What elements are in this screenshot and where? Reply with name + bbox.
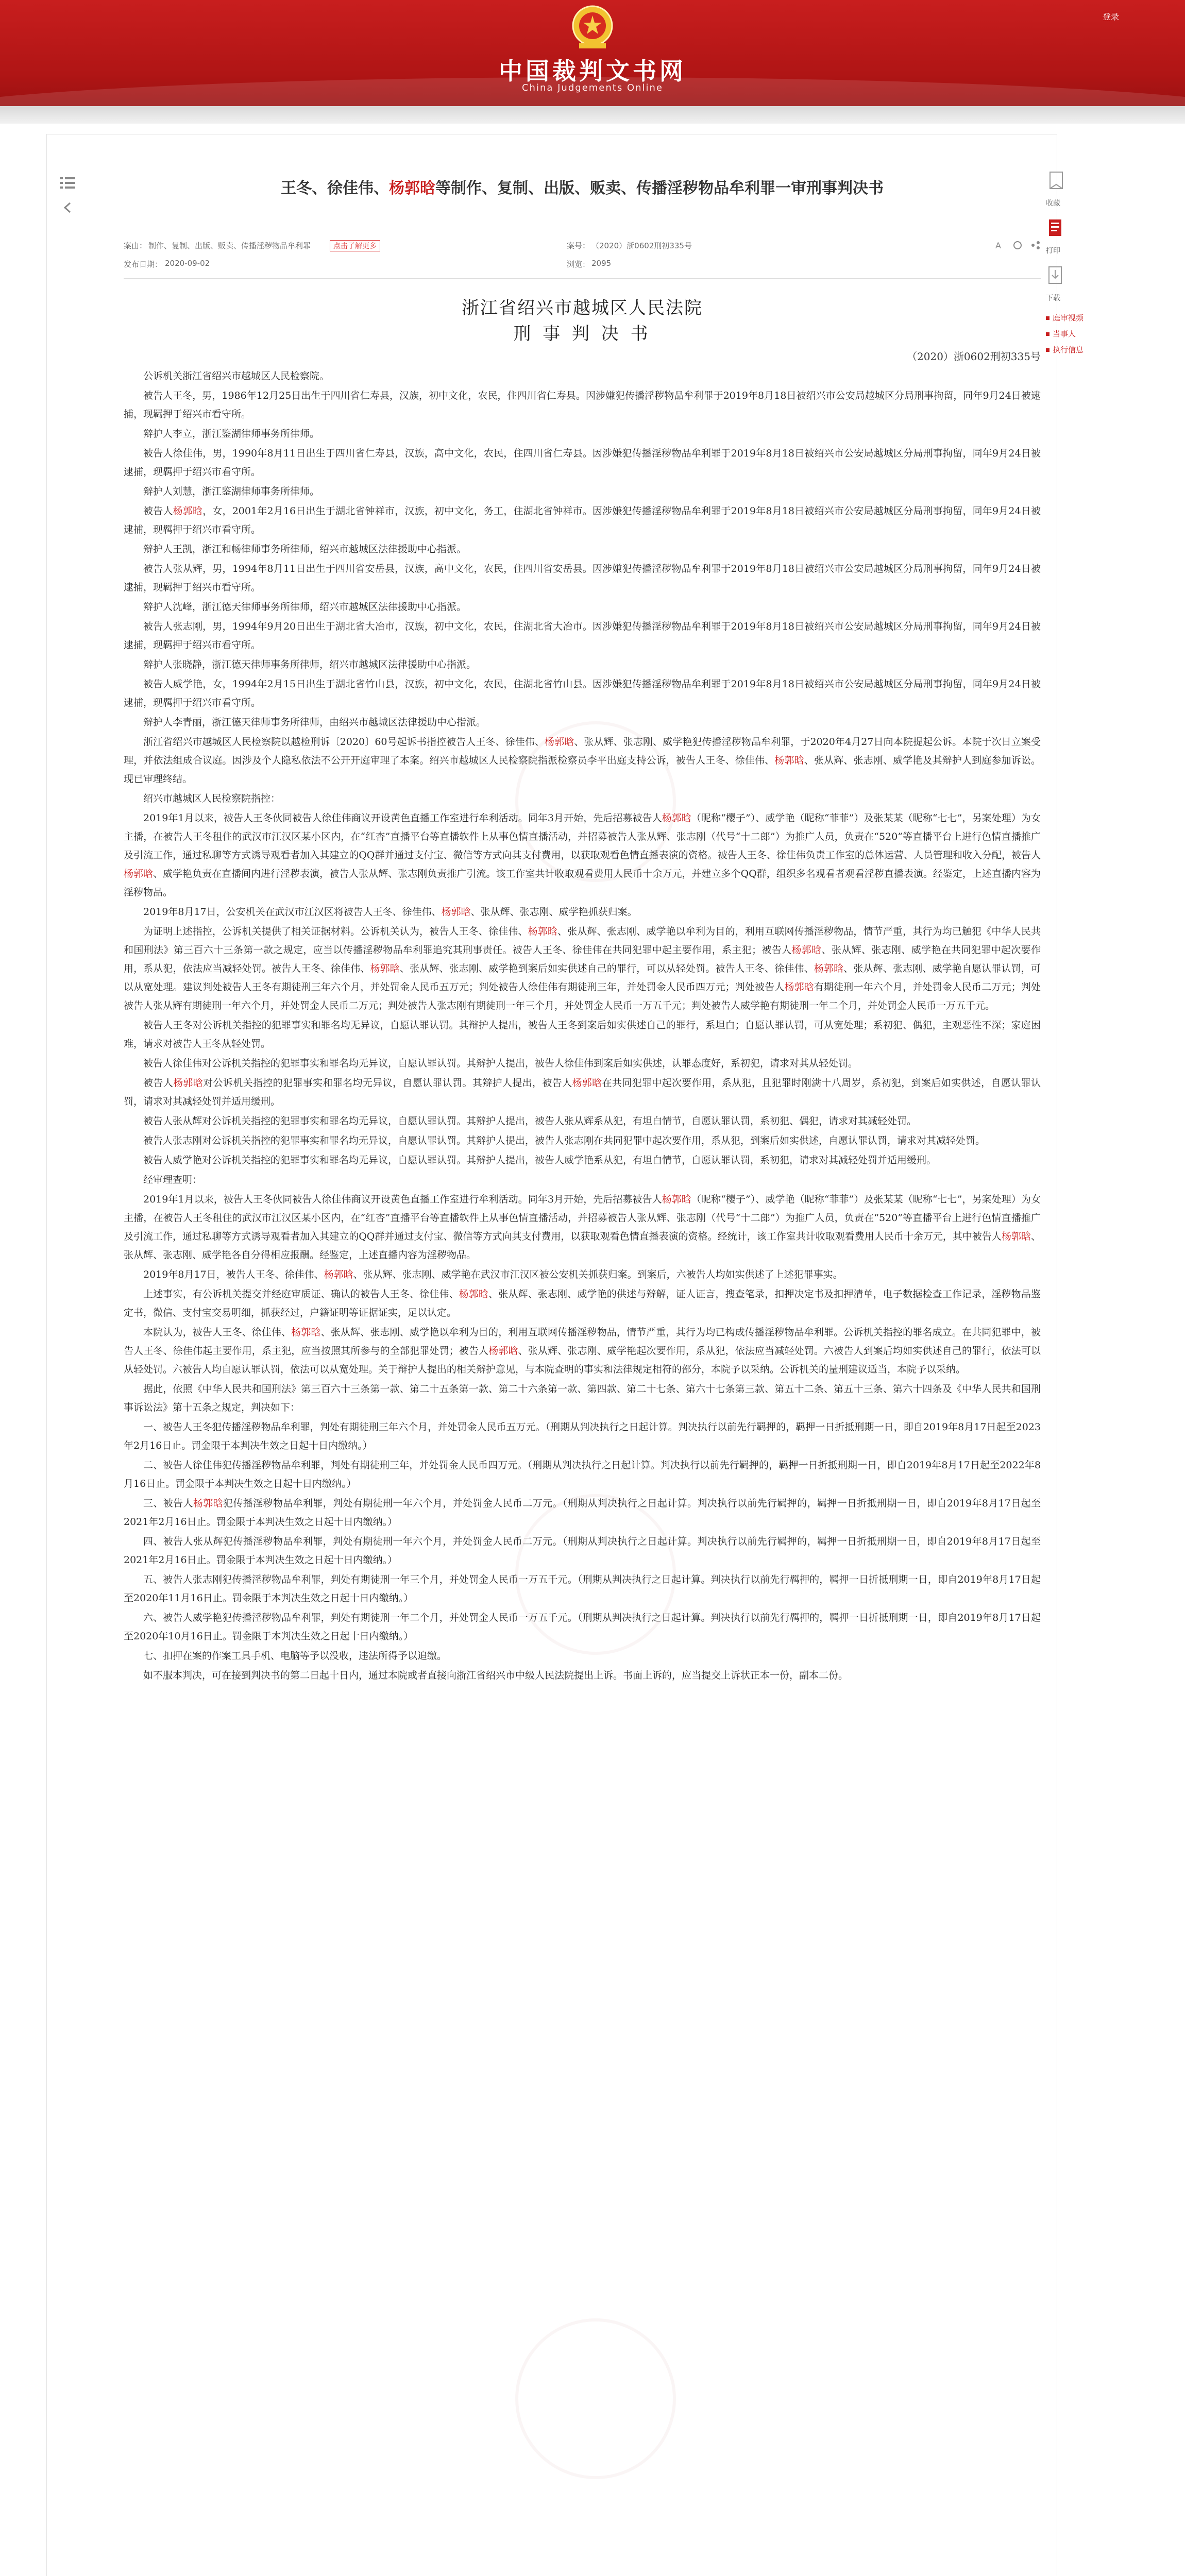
judgment-paragraph: 被告人张从辉对公诉机关指控的犯罪事实和罪名均无异议，自愿认罪认罚。其辩护人提出，被告人张从辉系从犯，有坦白情节，自愿认罪认罚，系初犯、偶犯，请求对其减轻处罚。 <box>143 1115 917 1127</box>
highlighted-defendant-name: 杨郭晗 <box>774 755 804 766</box>
rail-label-print[interactable]: 打印 <box>1046 247 1060 255</box>
judgment-paragraph: 被告人王冬，男，1986年12月25日出生于四川省仁寿县，汉族，初中文化，农民，住四川省仁寿县。因涉嫌犯传播淫秽物品牟利罪于2019年8月18日被绍兴市公安局越城区分局刑事拘留，同年9月24日被逮捕，现羁押于绍兴市看守所。 <box>124 390 1041 420</box>
rail-link-trial-video[interactable] <box>1046 312 1108 323</box>
document-type: 刑 事 判 决 书 <box>513 324 651 344</box>
judgment-paragraph: 被告人张志刚对公诉机关指控的犯罪事实和罪名均无异议，自愿认罪认罚。其辩护人提出，被告人张志刚在共同犯罪中起次要作用，系从犯，到案后如实供述，自愿认罪认罚，请求对其减轻处罚。 <box>143 1135 986 1146</box>
more-info-badge[interactable]: 点击了解更多 <box>330 240 380 251</box>
meta-divider <box>124 278 1041 279</box>
meta-row-cause <box>124 240 1041 255</box>
judgment-paragraph: 辩护人沈峰，浙江德天律师事务所律师，绍兴市越城区法律援助中心指派。 <box>143 601 467 613</box>
highlighted-defendant-name: 杨郭晗 <box>528 926 558 937</box>
judgment-paragraph: 五、被告人张志刚犯传播淫秽物品牟利罪，判处有期徒刑一年三个月，并处罚金人民币一万五千元。（刑期从判决执行之日起计算。判决执行以前先行羁押的，羁押一日折抵刑期一日，即自2019年8月17日起至2020年11月16日止。罚金限于本判决生效之日起十日内缴纳。） <box>124 1574 1041 1604</box>
highlighted-defendant-name: 杨郭晗 <box>193 1498 223 1509</box>
views-label: 浏览： <box>567 260 590 269</box>
print-icon[interactable] <box>1046 217 1066 240</box>
rail-link-text: 庭审视频 <box>1053 313 1084 323</box>
case-no-value: （2020）浙0602刑初335号 <box>591 241 692 250</box>
judgment-paragraph: 2019年1月以来，被告人王冬伙同被告人徐佳伟商议开设黄色直播工作室进行牟利活动。同年3月开始，先后招募被告人杨郭晗（昵称“樱子”）、威学艳（昵称“菲菲”）及张某某（昵称“七七”，另案处理）为女主播，在被告人王冬租住的武汉市江汉区某小区内，在“红杏”直播平台等直播软件上从事色情直播活动，并招募被告人张从辉、张志刚（代号“十二郎”）为推广人员，负责在“520”等直播平台上进行色情直播推广及引流工作，通过私聊等方式诱导观看者加入其建立的QQ群并通过支付宝、微信等方式向其支付费用，以获取观看色情直播表演的资格。被告人王冬、徐佳伟负责工作室的总体运营、人员管理和收入分配，被告人杨郭晗、威学艳负责在直播间内进行淫秽表演，被告人张从辉、张志刚负责推广引流。该工作室共计收取观看费用人民币十余万元，并建立多个QQ群，组织多名观看者观看淫秽直播表演。经鉴定，上述直播内容为淫秽物品。 <box>124 812 1041 898</box>
highlighted-defendant-name: 杨郭晗 <box>662 812 691 824</box>
login-link[interactable]: 登录 <box>1103 12 1120 22</box>
bullet-icon <box>1046 332 1049 336</box>
judgment-paragraph: 被告人王冬对公诉机关指控的犯罪事实和罪名均无异议，自愿认罪认罚。其辩护人提出，被告人王冬到案后如实供述自己的罪行，系坦白；自愿认罪认罚，可从宽处理；系初犯、偶犯，主观恶性不深；家庭困难，请求对被告人王冬从轻处罚。 <box>124 1020 1041 1049</box>
rail-link-party[interactable] <box>1046 328 1108 339</box>
left-toolbar <box>58 175 83 225</box>
highlighted-defendant-name: 杨郭晗 <box>814 963 844 974</box>
highlighted-defendant-name: 杨郭晗 <box>441 906 471 918</box>
national-emblem-icon <box>562 2 623 52</box>
judgment-paragraph: 浙江省绍兴市越城区人民检察院以越检刑诉〔2020〕60号起诉书指控被告人王冬、徐佳伟、杨郭晗、张从辉、张志刚、威学艳犯传播淫秽物品牟利罪，于2020年4月27日向本院提起公诉。本院于次日立案受理，并依法组成合议庭。因涉及个人隐私依法不公开开庭审理了本案。绍兴市越城区人民检察院指派检察员李平出庭支持公诉，被告人王冬、徐佳伟、杨郭晗、张从辉、张志刚、威学艳及其辩护人到庭参加诉讼。现已审理终结。 <box>124 736 1041 785</box>
rail-label-download[interactable]: 下载 <box>1046 294 1060 302</box>
collapse-icon[interactable] <box>58 200 77 215</box>
judgment-paragraph: 上述事实，有公诉机关提交并经庭审质证、确认的被告人王冬、徐佳伟、杨郭晗、张从辉、张志刚、威学艳的供述与辩解，证人证言，搜查笔录，扣押决定书及扣押清单，电子数据检查工作记录，淫秽物品鉴定书，微信、支付宝交易明细，抓获经过，户籍证明等证据证实，足以认定。 <box>124 1289 1041 1318</box>
judgment-paragraph: 本院认为，被告人王冬、徐佳伟、杨郭晗、张从辉、张志刚、威学艳以牟利为目的，利用互联网传播淫秽物品，情节严重，其行为均已构成传播淫秽物品牟利罪。公诉机关指控的罪名成立。在共同犯罪中，被告人王冬、徐佳伟起主要作用，系主犯，应当按照其所参与的全部犯罪处罚；被告人杨郭晗、张从辉、张志刚、威学艳起次要作用，系从犯，依法应当减轻处罚。六被告人到案后均如实供述自己的罪行，依法可以从轻处罚。六被告人均自愿认罪认罚，依法可以从宽处理。关于辩护人提出的相关辩护意见，与本院查明的事实和法律规定相符的部分，本院予以采纳。公诉机关的量刑建议适当，本院予以采纳。 <box>124 1327 1041 1375</box>
judgment-paragraph: 被告人徐佳伟，男，1990年8月11日出生于四川省仁寿县，汉族，高中文化，农民，住四川省仁寿县。因涉嫌犯传播淫秽物品牟利罪于2019年8月18日被绍兴市公安局越城区分局刑事拘留，同年9月24日被逮捕，现羁押于绍兴市看守所。 <box>124 448 1041 478</box>
bullet-icon <box>1046 316 1049 320</box>
document-title <box>124 175 1041 198</box>
judgment-paragraph: 辩护人张晓静，浙江德天律师事务所律师，绍兴市越城区法律援助中心指派。 <box>143 659 477 670</box>
judgment-paragraph: 公诉机关浙江省绍兴市越城区人民检察院。 <box>143 370 330 382</box>
judgment-paragraph: 四、被告人张从辉犯传播淫秽物品牟利罪，判处有期徒刑一年六个月，并处罚金人民币二万元。（刑期从判决执行之日起计算。判决执行以前先行羁押的，羁押一日折抵刑期一日，即自2019年8月17日起至2021年2月16日止。罚金限于本判决生效之日起十日内缴纳。） <box>124 1536 1041 1566</box>
judgment-paragraph: 辩护人王凯，浙江和畅律师事务所律师，绍兴市越城区法律援助中心指派。 <box>143 544 467 555</box>
highlighted-defendant-name: 杨郭晗 <box>572 1077 602 1089</box>
favorite-icon[interactable] <box>1046 170 1066 193</box>
publish-label: 发布日期： <box>124 260 163 269</box>
judgment-paragraph: 被告人威学艳，女，1994年2月15日出生于湖北省竹山县，汉族，初中文化，农民，住湖北省竹山县。因涉嫌犯传播淫秽物品牟利罪于2019年8月18日被绍兴市公安局越城区分局刑事拘留，同年9月24日被逮捕，现羁押于绍兴市看守所。 <box>124 679 1041 708</box>
judgment-paragraph: 辩护人李立，浙江鉴湖律师事务所律师。 <box>143 428 320 439</box>
site-subtitle: China Judgements Online <box>521 82 663 93</box>
judgment-paragraph: 2019年8月17日，公安机关在武汉市江汉区将被告人王冬、徐佳伟、杨郭晗、张从辉、张志刚、威学艳抓获归案。 <box>143 906 637 918</box>
judgment-paragraph: 被告人张志刚，男，1994年9月20日出生于湖北省大冶市，汉族，初中文化，农民，住湖北省大冶市。因涉嫌犯传播淫秽物品牟利罪于2019年8月18日被绍兴市公安局越城区分局刑事拘留，同年9月24日被逮捕，现羁押于绍兴市看守所。 <box>124 621 1041 651</box>
highlighted-defendant-name: 杨郭晗 <box>545 736 574 748</box>
judgment-paragraph: 被告人杨郭晗，女，2001年2月16日出生于湖北省钟祥市，汉族，初中文化，务工，住湖北省钟祥市。因涉嫌犯传播淫秽物品牟利罪于2019年8月18日被绍兴市公安局越城区分局刑事拘留，同年9月24日被逮捕，现羁押于绍兴市看守所。 <box>124 505 1041 535</box>
judgment-paragraph: 辩护人刘慧，浙江鉴湖律师事务所律师。 <box>143 486 320 497</box>
case-no-label: 案号： <box>567 241 590 250</box>
banner-stripe <box>0 106 1185 124</box>
site-banner <box>0 0 1185 124</box>
publish-date: 2020-09-02 <box>165 259 210 268</box>
judgment-paragraph: 一、被告人王冬犯传播淫秽物品牟利罪，判处有期徒刑三年六个月，并处罚金人民币五万元。（刑期从判决执行之日起计算。判决执行以前先行羁押的，羁押一日折抵刑期一日，即自2019年8月17日起至2023年2月16日止。罚金限于本判决生效之日起十日内缴纳。） <box>124 1421 1041 1451</box>
bullet-icon <box>1046 348 1049 352</box>
judgment-paragraph: 经审理查明： <box>143 1174 202 1185</box>
views-count: 2095 <box>591 259 612 268</box>
judgment-body <box>124 367 1041 2576</box>
judgment-paragraph: 绍兴市越城区人民检察院指控： <box>143 793 281 804</box>
judgment-paragraph: 2019年1月以来，被告人王冬伙同被告人徐佳伟商议开设黄色直播工作室进行牟利活动。同年3月开始，先后招募被告人杨郭晗（昵称“樱子”）、威学艳（昵称“菲菲”）及张某某（昵称“七七”，另案处理）为女主播，在被告人王冬租住的武汉市江汉区某小区内，在“红杏”直播平台等直播软件上从事色情直播活动，并招募被告人张从辉、张志刚（代号“十二郎”）为推广人员，负责在“520”等直播平台上进行色情直播推广及引流工作，通过私聊等方式诱导观看者加入其建立的QQ群并通过支付宝、微信等方式向其支付费用，以获取观看色情直播表演的资格。经统计，该工作室共计收取观看费用人民币十余万元，其中被告人杨郭晗、张从辉、张志刚、威学艳各自分得相应报酬。经鉴定，上述直播内容为淫秽物品。 <box>124 1194 1041 1261</box>
highlighted-defendant-name: 杨郭晗 <box>459 1289 489 1300</box>
svg-text:A: A <box>995 241 1002 250</box>
catalog-icon[interactable] <box>58 175 77 191</box>
highlighted-defendant-name: 杨郭晗 <box>291 1327 321 1338</box>
judgment-paragraph: 2019年8月17日，被告人王冬、徐佳伟、杨郭晗、张从辉、张志刚、威学艳在武汉市江汉区被公安机关抓获归案。到案后，六被告人均如实供述了上述犯罪事实。 <box>143 1269 843 1280</box>
highlighted-defendant-name: 杨郭晗 <box>1001 1231 1031 1242</box>
title-prefix: 王冬、徐佳伟、 <box>281 179 389 197</box>
highlighted-defendant-name: 杨郭晗 <box>173 505 203 517</box>
judgment-paragraph: 为证明上述指控，公诉机关提供了相关证据材料。公诉机关认为，被告人王冬、徐佳伟、杨郭晗、张从辉、张志刚、威学艳以牟利为目的，利用互联网传播淫秽物品，情节严重，其行为均已触犯《中华人民共和国刑法》第三百六十三条第一款之规定，应当以传播淫秽物品牟利罪追究其刑事责任。被告人王冬、徐佳伟在共同犯罪中起主要作用，系主犯；被告人杨郭晗、张从辉、张志刚、威学艳在共同犯罪中起次要作用，系从犯，依法应当减轻处罚。被告人王冬、徐佳伟、杨郭晗、张从辉、张志刚、威学艳到案后如实供述自己的罪行，可以从轻处罚。被告人王冬、徐佳伟、杨郭晗、张从辉、张志刚、威学艳自愿认罪认罚，可以从宽处理。建议判处被告人王冬有期徒刑三年六个月，并处罚金人民币五万元；判处被告人徐佳伟有期徒刑三年，并处罚金人民币四万元；判处被告人杨郭晗有期徒刑一年六个月，并处罚金人民币二万元；判处被告人张从辉有期徒刑一年六个月，并处罚金人民币二万元；判处被告人张志刚有期徒刑一年三个月，并处罚金人民币一万五千元；判处被告人威学艳有期徒刑一年二个月，并处罚金人民币一万五千元。 <box>124 926 1041 1011</box>
judgment-paragraph: 被告人威学艳对公诉机关指控的犯罪事实和罪名均无异议，自愿认罪认罚。其辩护人提出，被告人威学艳系从犯，有坦白情节，自愿认罪认罚，系初犯，请求对其减轻处罚并适用缓刑。 <box>143 1155 937 1166</box>
judgment-paragraph: 被告人张从辉，男，1994年8月11日出生于四川省安岳县，汉族，高中文化，农民，住四川省安岳县。因涉嫌犯传播淫秽物品牟利罪于2019年8月18日被绍兴市公安局越城区分局刑事拘留，同年9月24日被逮捕，现羁押于绍兴市看守所。 <box>124 563 1041 593</box>
title-highlight-name: 杨郭晗 <box>389 179 435 197</box>
cause-value: 制作、复制、出版、贩卖、传播淫秽物品牟利罪 <box>148 241 311 250</box>
highlighted-defendant-name: 杨郭晗 <box>370 963 400 974</box>
judgment-paragraph: 七、扣押在案的作案工具手机、电脑等予以没收，违法所得予以追缴。 <box>143 1650 447 1662</box>
judgment-paragraph: 据此，依照《中华人民共和国刑法》第三百六十三条第一款、第二十五条第一款、第二十六条第一款、第四款、第二十七条、第六十七条第三款、第五十二条、第五十三条、第六十四条及《中华人民共和国刑事诉讼法》第十五条之规定，判决如下： <box>124 1383 1041 1413</box>
highlighted-defendant-name: 杨郭晗 <box>791 944 822 956</box>
judgment-paragraph: 被告人杨郭晗对公诉机关指控的犯罪事实和罪名均无异议，自愿认罪认罚。其辩护人提出，被告人杨郭晗在共同犯罪中起次要作用，系从犯，且犯罪时刚满十八周岁，系初犯，到案后如实供述，自愿认罪认罚，请求对其减轻处罚并适用缓刑。 <box>124 1077 1041 1107</box>
judgment-paragraph: 被告人徐佳伟对公诉机关指控的犯罪事实和罪名均无异议，自愿认罪认罚。其辩护人提出，被告人徐佳伟到案后如实供述，认罪态度好，系初犯，请求对其从轻处罚。 <box>143 1058 858 1069</box>
meta-row-date <box>124 259 1041 273</box>
cause-label: 案由： <box>124 241 147 250</box>
highlighted-defendant-name: 杨郭晗 <box>784 981 814 993</box>
judgment-paragraph: 辩护人李青丽，浙江德天律师事务所律师，由绍兴市越城区法律援助中心指派。 <box>143 717 486 728</box>
highlighted-defendant-name: 杨郭晗 <box>173 1077 204 1089</box>
case-number: （2020）浙0602刑初335号 <box>907 350 1041 363</box>
highlighted-defendant-name: 杨郭晗 <box>662 1194 691 1205</box>
highlighted-defendant-name: 杨郭晗 <box>324 1269 353 1280</box>
site-title[interactable]: 中国裁判文书网 <box>499 57 686 85</box>
meta-icons <box>989 240 1041 252</box>
court-name: 浙江省绍兴市越城区人民法院 <box>462 298 703 318</box>
title-suffix: 等制作、复制、出版、贩卖、传播淫秽物品牟利罪一审刑事判决书 <box>435 179 884 197</box>
download-icon[interactable] <box>1046 265 1066 287</box>
highlighted-defendant-name: 杨郭晗 <box>488 1345 518 1357</box>
judgment-paragraph: 二、被告人徐佳伟犯传播淫秽物品牟利罪，判处有期徒刑三年，并处罚金人民币四万元。（刑期从判决执行之日起计算。判决执行以前先行羁押的，羁押一日折抵刑期一日，即自2019年8月17日起至2022年8月16日止。罚金限于本判决生效之日起十日内缴纳。） <box>124 1460 1041 1489</box>
share-icon[interactable] <box>1030 240 1041 250</box>
right-rail <box>1046 170 1108 360</box>
judgment-paragraph: 六、被告人威学艳犯传播淫秽物品牟利罪，判处有期徒刑一年二个月，并处罚金人民币一万五千元。（刑期从判决执行之日起计算。判决执行以前先行羁押的，羁押一日折抵刑期一日，即自2019年8月17日起至2020年10月16日止。罚金限于本判决生效之日起十日内缴纳。） <box>124 1612 1041 1642</box>
rail-link-text: 当事人 <box>1053 329 1076 338</box>
rail-label-favorite[interactable]: 收藏 <box>1046 199 1060 208</box>
font-size-icon[interactable] <box>994 240 1005 250</box>
judgment-paragraph: 三、被告人杨郭晗犯传播淫秽物品牟利罪，判处有期徒刑一年六个月，并处罚金人民币二万元。（刑期从判决执行之日起计算。判决执行以前先行羁押的，羁押一日折抵刑期一日，即自2019年8月17日起至2021年2月16日止。罚金限于本判决生效之日起十日内缴纳。） <box>124 1498 1041 1528</box>
highlighted-defendant-name: 杨郭晗 <box>124 868 154 879</box>
rail-link-execution[interactable] <box>1046 344 1108 355</box>
judgment-paragraph: 如不服本判决，可在接到判决书的第二日起十日内，通过本院或者直接向浙江省绍兴市中级人民法院提出上诉。书面上诉的，应当提交上诉状正本一份，副本二份。 <box>143 1670 849 1681</box>
refresh-icon[interactable] <box>1012 240 1023 250</box>
rail-link-text: 执行信息 <box>1053 345 1084 354</box>
